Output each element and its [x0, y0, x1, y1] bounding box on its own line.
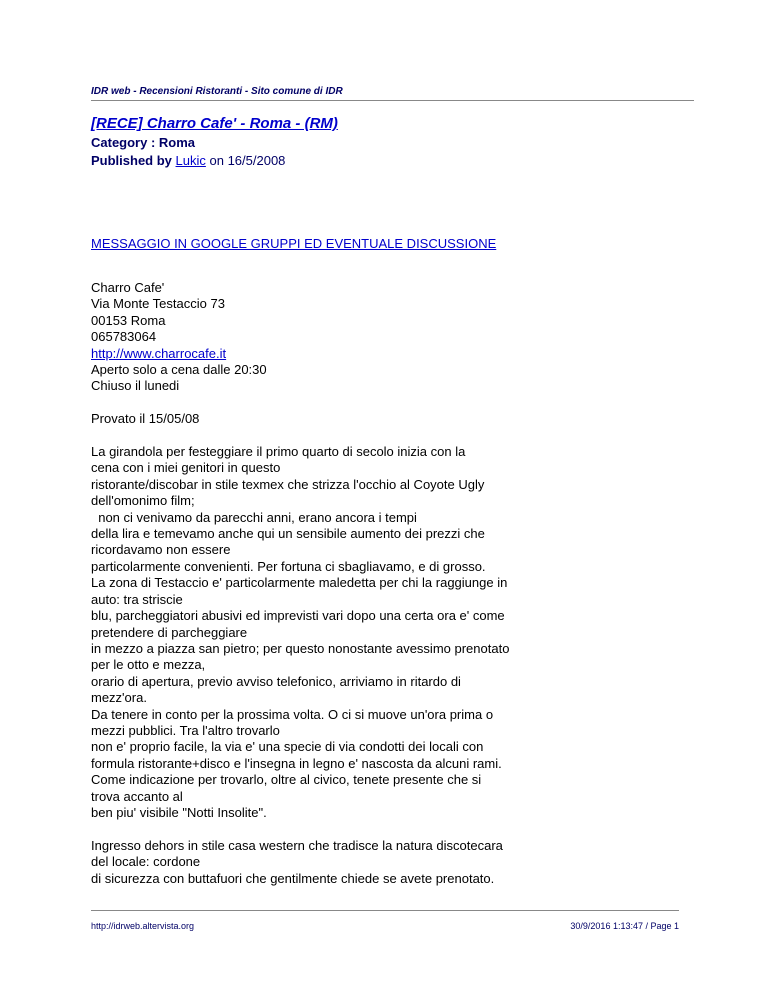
- review-p1-line: della lira e temevamo anche qui un sensibile aumento dei prezzi che: [91, 526, 485, 542]
- article-category: Category : Roma: [91, 135, 196, 150]
- review-p1-line: Come indicazione per trovarlo, oltre al civico, tenete presente che si: [91, 772, 482, 788]
- review-p1-line: particolarmente convenienti. Per fortuna ci sbagliavamo, e di grosso.: [91, 558, 486, 574]
- article-title[interactable]: [RECE] Charro Cafe' - Roma - (RM): [91, 115, 338, 132]
- venue-hours: Aperto solo a cena dalle 20:30: [91, 362, 267, 378]
- site-header-title: IDR web - Recensioni Ristoranti - Sito comune di IDR: [91, 86, 343, 97]
- tried-on-date: Provato il 15/05/08: [91, 411, 200, 427]
- venue-website-link[interactable]: http://www.charrocafe.it: [91, 345, 227, 361]
- review-p1-line: auto: tra striscie: [91, 591, 183, 607]
- review-p1-line: blu, parcheggiatori abusivi ed imprevisti vari dopo una certa ora e' come: [91, 608, 505, 624]
- review-p1-line: La zona di Testaccio e' particolarmente maledetta per chi la raggiunge in: [91, 575, 508, 591]
- venue-city: 00153 Roma: [91, 312, 166, 328]
- google-groups-link[interactable]: MESSAGGIO IN GOOGLE GRUPPI ED EVENTUALE DISCUSSIONE: [91, 236, 497, 251]
- review-p2-line: di sicurezza con buttafuori che gentilmente chiede se avete prenotato.: [91, 870, 495, 886]
- review-p1-line: ricordavamo non essere: [91, 542, 231, 558]
- venue-name: Charro Cafe': [91, 280, 165, 295]
- review-p1-line: formula ristorante+disco e l'insegna in legno e' nascosta da alcuni rami.: [91, 755, 502, 771]
- review-paragraph-2: [91, 838, 691, 887]
- review-p2-line: del locale: cordone: [91, 854, 201, 870]
- review-p1-line: La girandola per festeggiare il primo quarto di secolo inizia con la: [91, 444, 466, 460]
- review-p1-line: per le otto e mezza,: [91, 657, 206, 673]
- review-p1-line: mezz'ora.: [91, 690, 147, 706]
- review-p2-line: Ingresso dehors in stile casa western che tradisce la natura discotecara: [91, 837, 503, 853]
- review-p1-line: mezzi pubblici. Tra l'altro trovarlo: [91, 722, 280, 738]
- header-divider: [91, 100, 694, 101]
- review-paragraph-1: [91, 444, 691, 821]
- review-p1-line: non e' proprio facile, la via e' una specie di via condotti dei locali con: [91, 739, 484, 755]
- review-p1-line: ben piu' visibile "Notti Insolite".: [91, 804, 267, 820]
- footer-divider: [91, 910, 679, 911]
- venue-street: Via Monte Testaccio 73: [91, 296, 225, 312]
- published-prefix: Published by: [91, 153, 172, 168]
- review-p1-line: dell'omonimo film;: [91, 493, 195, 509]
- author-link[interactable]: Lukic: [175, 153, 206, 168]
- review-p1-line: Da tenere in conto per la prossima volta. O ci si muove un'ora prima o: [91, 706, 494, 722]
- published-date: on 16/5/2008: [205, 153, 286, 168]
- review-p1-line: trova accanto al: [91, 788, 183, 804]
- review-p1-line: orario di apertura, previo avviso telefonico, arriviamo in ritardo di: [91, 673, 461, 689]
- venue-phone: 065783064: [91, 329, 157, 345]
- article-body: [91, 280, 691, 887]
- footer-timestamp-page: 30/9/2016 1:13:47 / Page 1: [570, 921, 679, 931]
- venue-closed: Chiuso il lunedi: [91, 378, 180, 394]
- review-p1-line: non ci venivamo da parecchi anni, erano ancora i tempi: [91, 509, 417, 525]
- review-p1-line: ristorante/discobar in stile texmex che strizza l'occhio al Coyote Ugly: [91, 476, 485, 492]
- review-p1-line: pretendere di parcheggiare: [91, 624, 248, 640]
- review-p1-line: cena con i miei genitori in questo: [91, 460, 281, 476]
- review-p1-line: in mezzo a piazza san pietro; per questo nonostante avessimo prenotato: [91, 640, 510, 656]
- article-byline: [91, 153, 285, 168]
- footer-site-url[interactable]: http://idrweb.altervista.org: [91, 921, 195, 931]
